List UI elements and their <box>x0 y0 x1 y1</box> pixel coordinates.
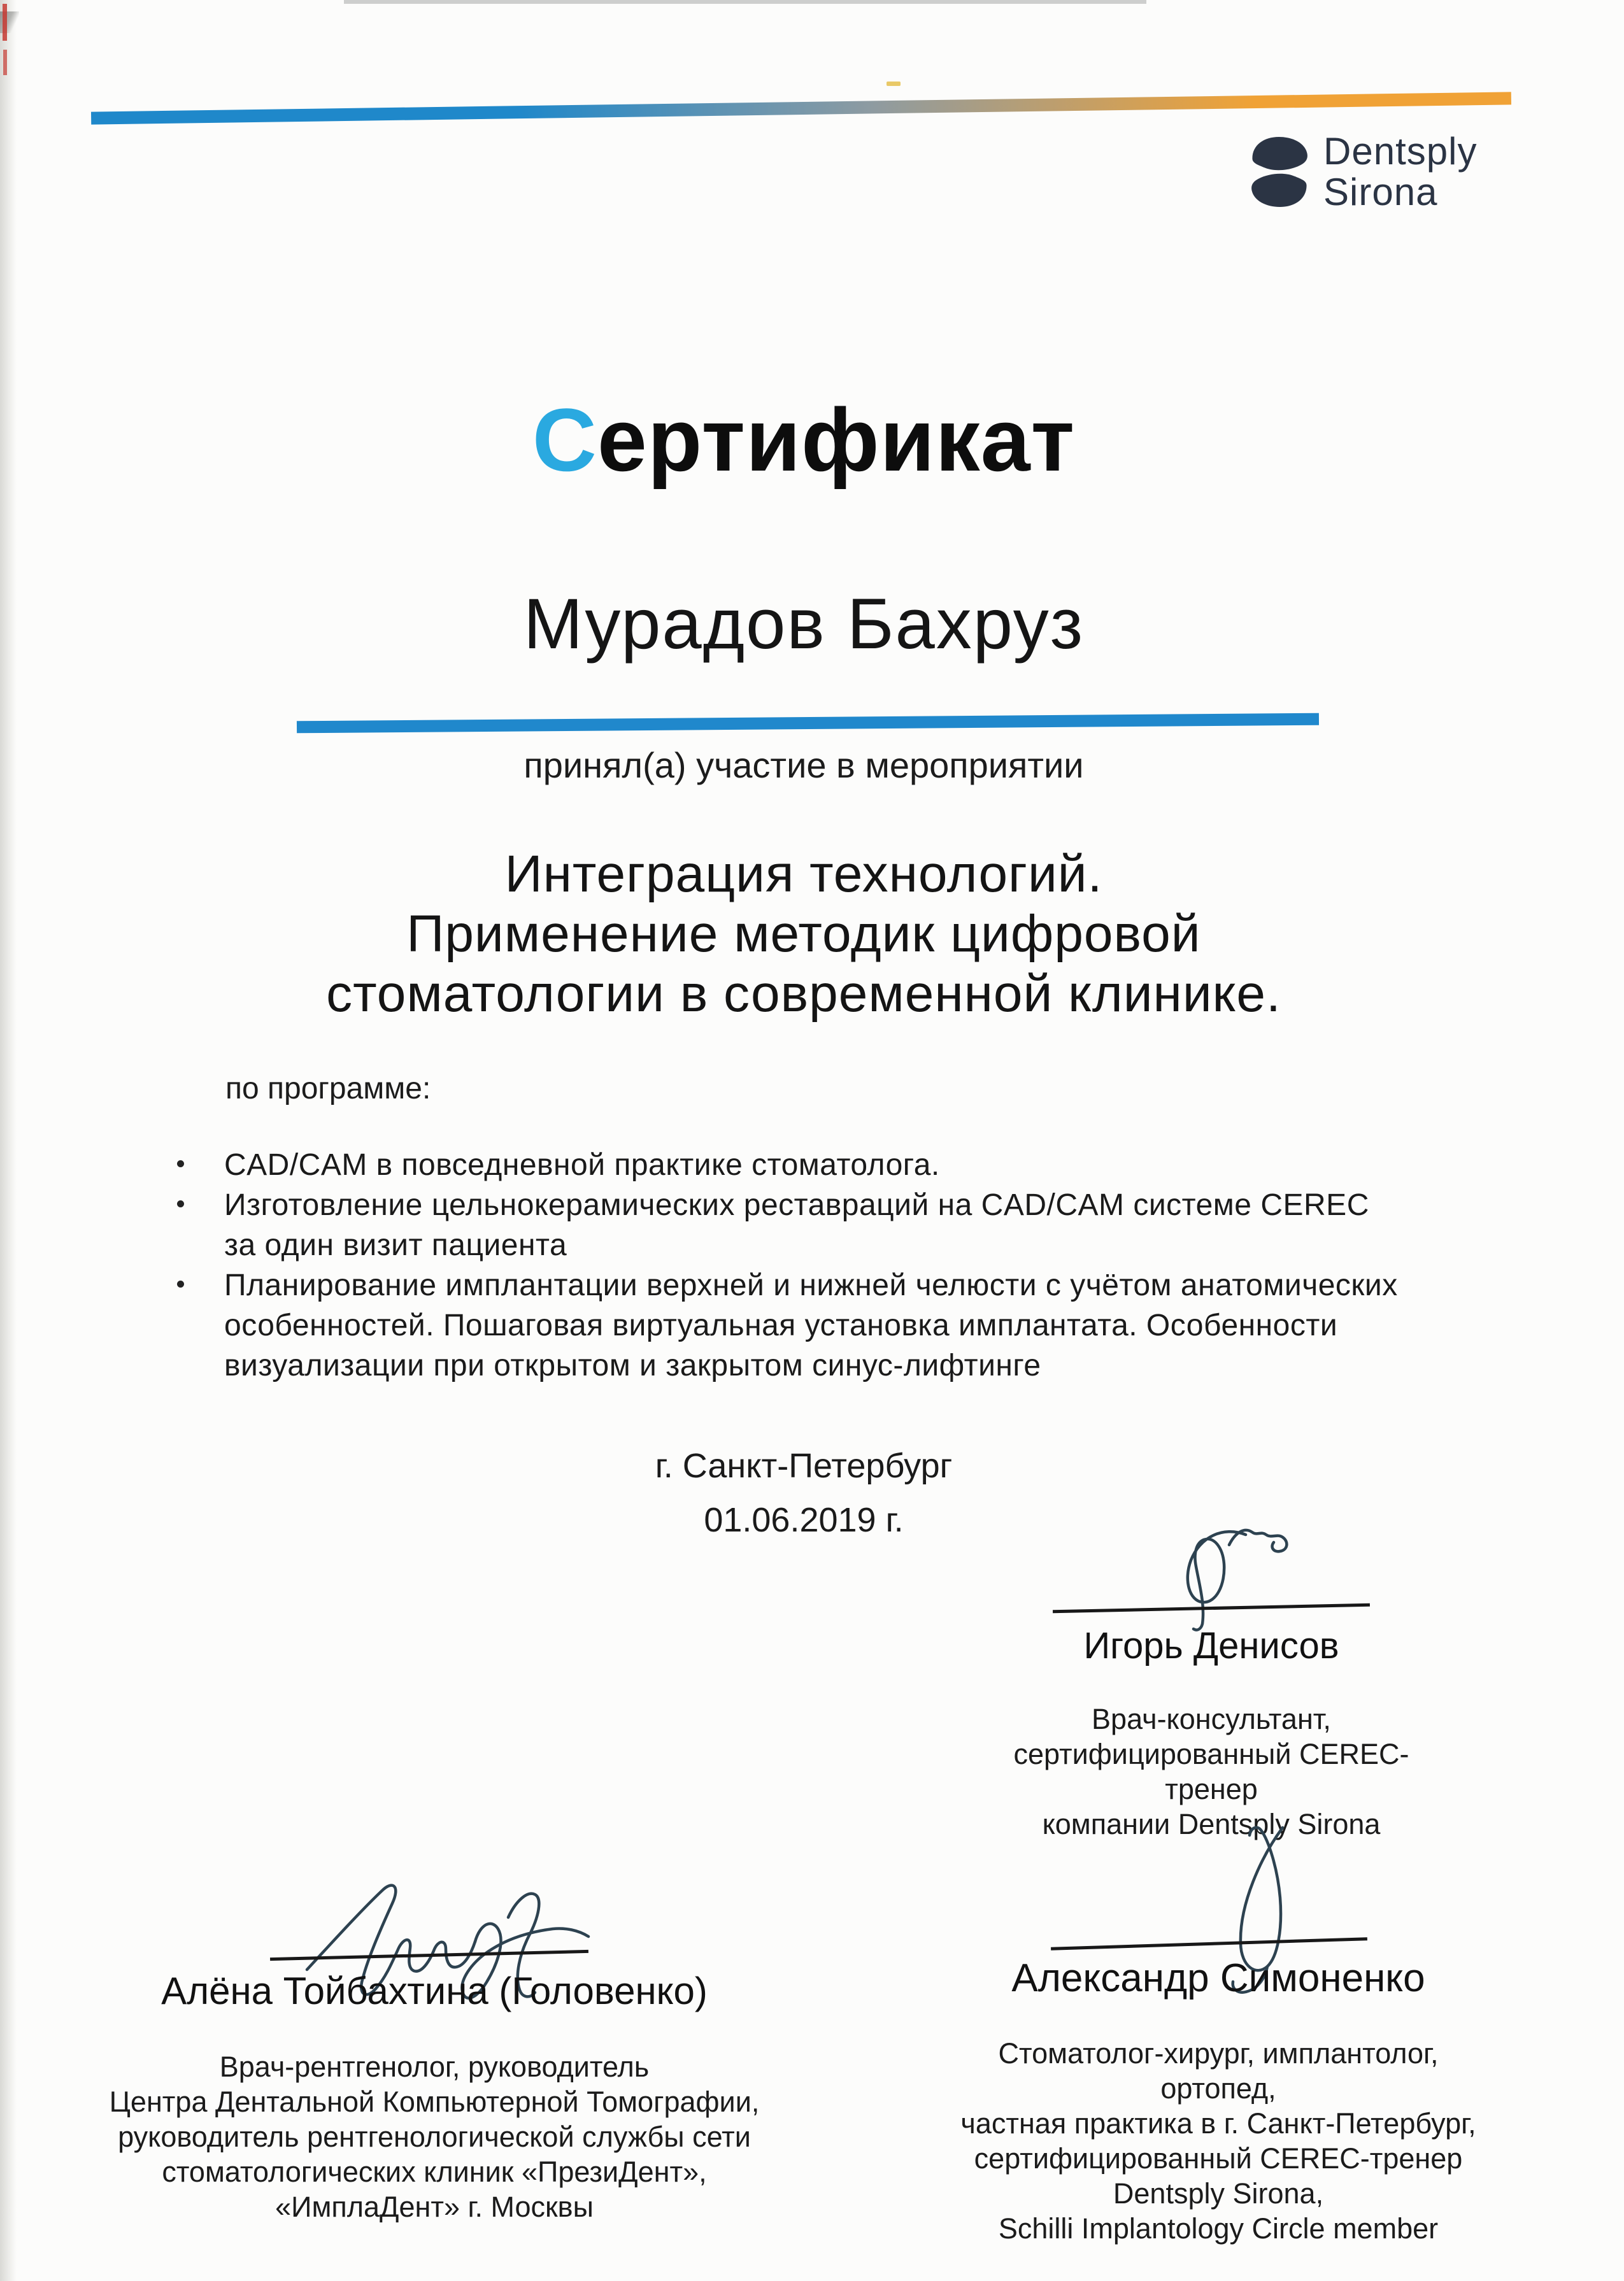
program-item-line: за один визит пациента <box>224 1228 567 1262</box>
signatory-role-line: Врач-консультант, <box>1092 1703 1331 1735</box>
scan-edge-shadow <box>0 0 17 2281</box>
scan-top-smudge <box>344 0 1146 4</box>
program-item <box>224 1145 1536 1185</box>
brand-wordmark-line2: Sirona <box>1323 171 1438 213</box>
bullet-dot-icon <box>177 1200 184 1207</box>
signatory-role-line: руководитель рентгенологической службы сети <box>118 2121 751 2153</box>
title-rest: ертификат <box>597 390 1076 490</box>
signatory-role-line: частная практика в г. Санкт-Петербург, <box>960 2107 1476 2140</box>
dentsply-sirona-logo-icon <box>1250 132 1309 212</box>
bullet-dot-icon <box>177 1160 184 1167</box>
program-list <box>224 1145 1536 1386</box>
signatory-name-denisov: Игорь Денисов <box>1083 1625 1339 1666</box>
participation-line: принял(а) участие в мероприятии <box>524 745 1084 785</box>
divider-rule <box>297 713 1319 734</box>
signatory-roles-simonenko <box>938 2036 1499 2246</box>
program-item-line: особенностей. Пошаговая виртуальная установка имплантата. Особенности <box>224 1309 1338 1342</box>
signatory-role-line: Dentsply Sirona, <box>1113 2177 1324 2210</box>
signatory-name-simonenko: Александр Симоненко <box>1011 1956 1425 2000</box>
venue-city: г. Санкт-Петербург <box>655 1447 953 1485</box>
certificate-title <box>0 388 1607 492</box>
event-title-line: Интеграция технологий. <box>504 845 1103 903</box>
signatory-name-toybakhtina: Алёна Тойбахтина (Головенко) <box>161 1970 708 2012</box>
program-item-line: визуализации при открытом и закрытом синус-лифтинге <box>224 1349 1041 1382</box>
signatory-role-line: компании Dentsply Sirona <box>1042 1808 1381 1840</box>
program-item-line: CAD/CAM в повседневной практике стоматолога. <box>224 1148 940 1182</box>
title-initial-letter: С <box>532 390 597 490</box>
signatory-role-line: «ИмплаДент» г. Москвы <box>275 2191 594 2223</box>
venue-date: 01.06.2019 г. <box>704 1501 904 1539</box>
signatory-roles-toybakhtina <box>52 2049 816 2224</box>
signature-scribble-denisov-icon <box>1139 1523 1298 1631</box>
scan-yellow-tick <box>887 82 901 86</box>
program-heading: по программе: <box>225 1072 431 1105</box>
event-title-line: Применение методик цифровой <box>406 905 1201 963</box>
event-title <box>0 844 1607 1024</box>
brand-gradient-bar <box>91 92 1511 124</box>
signatory-role-line: Центра Дентальной Компьютерной Томографии, <box>109 2086 760 2118</box>
scan-red-streak <box>3 4 7 41</box>
signatory-role-line: Стоматолог-хирург, имплантолог, ортопед, <box>998 2037 1439 2105</box>
program-item-line: Планирование имплантации верхней и нижней челюсти с учётом анатомических <box>224 1268 1398 1302</box>
brand-wordmark <box>1323 131 1477 213</box>
program-item-line: Изготовление цельнокерамических реставраций на CAD/CAM системе CEREC <box>224 1188 1369 1222</box>
signatory-role-line: сертифицированный CEREC-тренер <box>1013 1738 1409 1805</box>
program-item <box>224 1185 1536 1265</box>
signatory-role-line: Врач-рентгенолог, руководитель <box>219 2050 650 2083</box>
bullet-dot-icon <box>177 1281 184 1288</box>
recipient-name: Мурадов Бахруз <box>523 584 1085 664</box>
signatory-role-line: Schilli Implantology Circle member <box>998 2212 1439 2245</box>
brand-wordmark-line1: Dentsply <box>1323 130 1478 173</box>
signatory-roles-denisov <box>988 1702 1434 1842</box>
program-item <box>224 1265 1536 1386</box>
event-title-line: стоматологии в современной клинике. <box>326 965 1281 1023</box>
signatory-role-line: стоматологических клиник «ПрезиДент», <box>162 2156 707 2188</box>
scan-red-streak <box>3 50 7 75</box>
signatory-role-line: сертифицированный CEREC-тренер <box>974 2142 1463 2175</box>
